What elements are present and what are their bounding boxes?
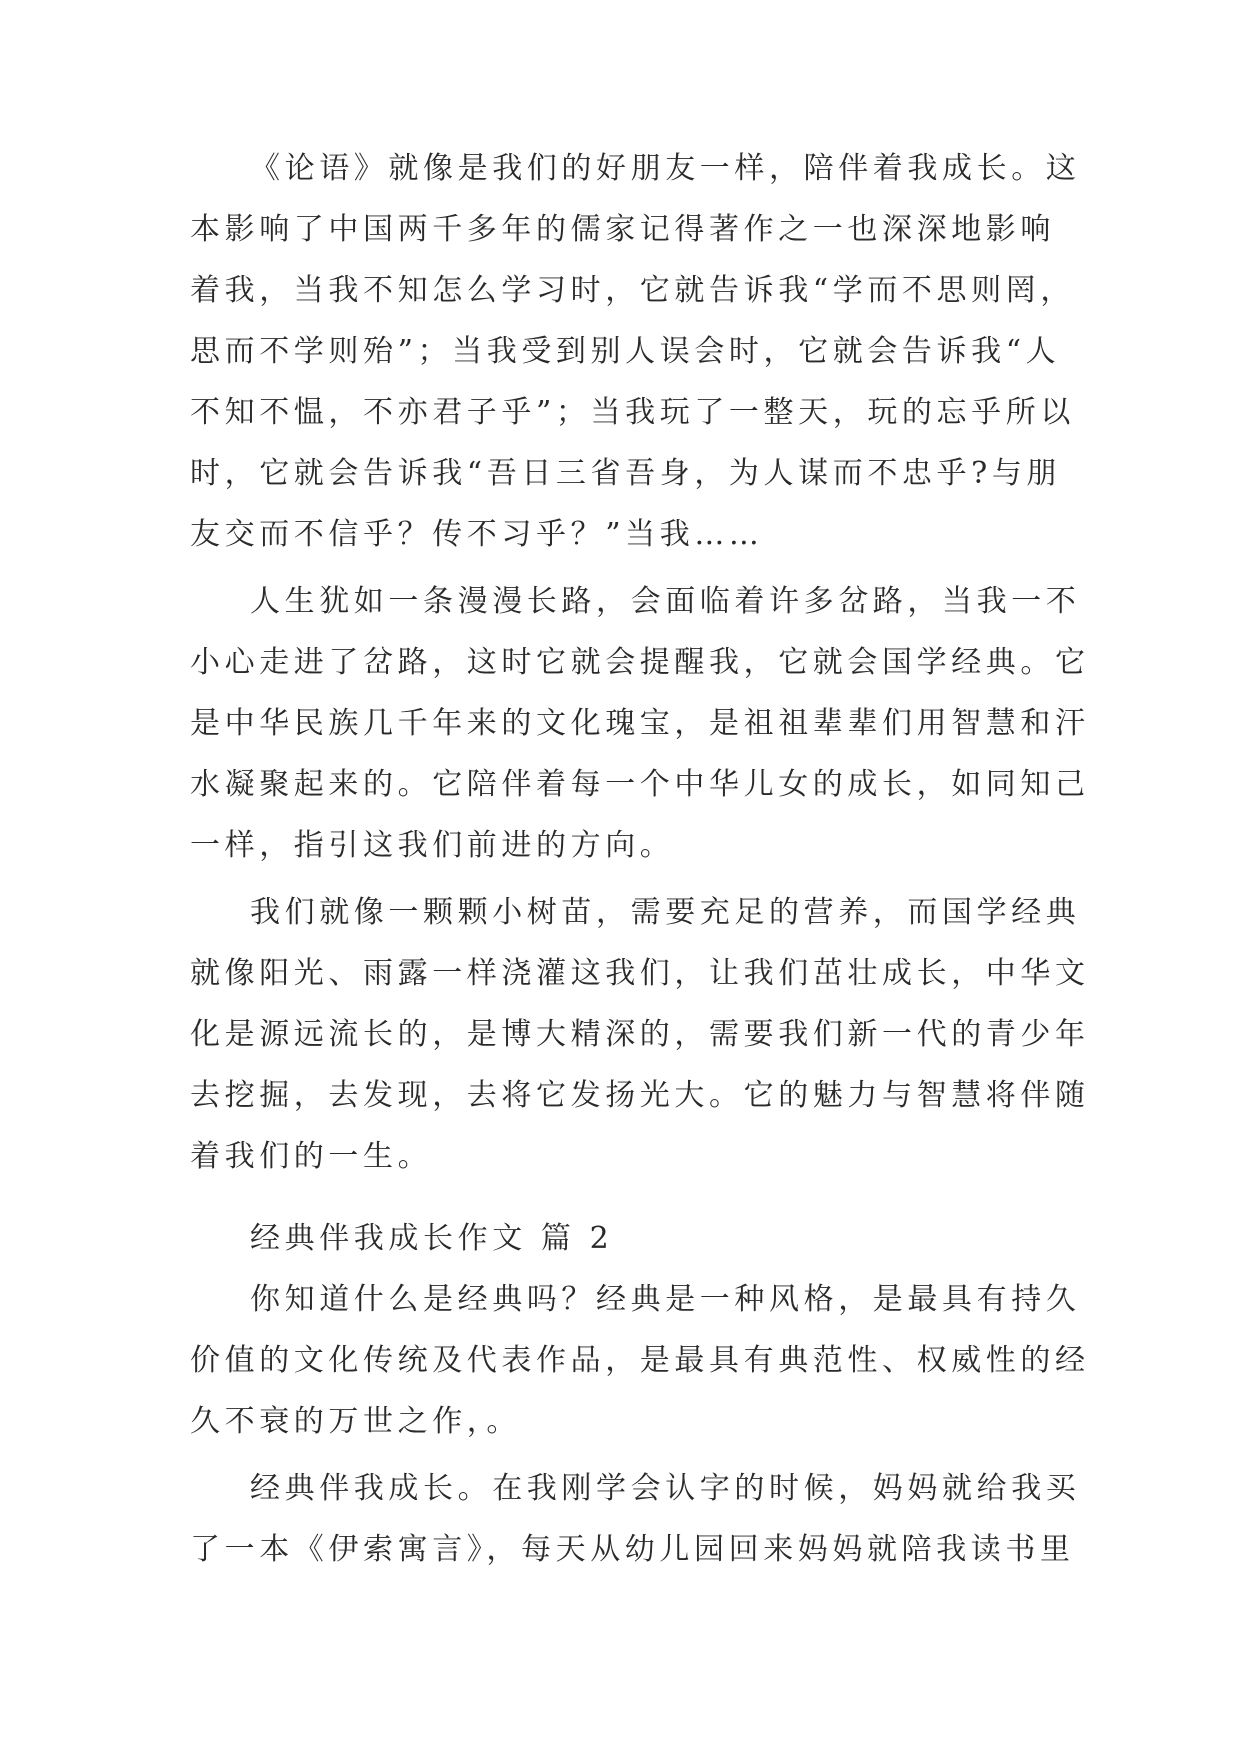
- text-line: 化是源远流长的，是博大精深的，需要我们新一代的青少年: [190, 1017, 1090, 1052]
- paragraph-4: [190, 1269, 1090, 1452]
- section-heading-text: 经典伴我成长作文 篇 2: [250, 1221, 614, 1256]
- paragraph-1: [190, 138, 1081, 565]
- text-line: 了一本《伊索寓言》，每天从幼儿园回来妈妈就陪我读书里: [190, 1532, 1075, 1567]
- section-heading: [190, 1208, 1052, 1269]
- text-line: 久不衰的万世之作，。: [190, 1404, 521, 1439]
- text-line: 水凝聚起来的。它陪伴着每一个中华儿女的成长，如同知己: [190, 767, 1090, 802]
- text-line: 时，它就会告诉我“吾日三省吾身，为人谋而不忠乎?与朋: [190, 456, 1062, 491]
- text-line: 你知道什么是经典吗？经典是一种风格，是最具有持久: [250, 1282, 1081, 1317]
- text-line: 是中华民族几千年来的文化瑰宝，是祖祖辈辈们用智慧和汗: [190, 706, 1090, 741]
- text-line: 思而不学则殆”；当我受到别人误会时，它就会告诉我“人: [190, 334, 1061, 369]
- text-line: 去挖掘，去发现，去将它发扬光大。它的魅力与智慧将伴随: [190, 1078, 1090, 1113]
- text-line: 友交而不信乎？传不习乎？”当我……: [190, 517, 764, 552]
- text-line: 一样，指引这我们前进的方向。: [190, 828, 675, 863]
- text-line: 价值的文化传统及代表作品，是最具有典范性、权威性的经: [190, 1343, 1090, 1378]
- text-line: 经典伴我成长。在我刚学会认字的时候，妈妈就给我买: [250, 1471, 1081, 1506]
- text-line: 着我们的一生。: [190, 1139, 433, 1174]
- text-line: 小心走进了岔路，这时它就会提醒我，它就会国学经典。它: [190, 645, 1090, 680]
- text-line: 不知不愠，不亦君子乎”；当我玩了一整天，玩的忘乎所以: [190, 395, 1075, 430]
- text-line: 我们就像一颗颗小树苗，需要充足的营养，而国学经典: [250, 895, 1081, 930]
- text-line: 就像阳光、雨露一样浇灌这我们，让我们茁壮成长，中华文: [190, 956, 1090, 991]
- body-text-top: [190, 138, 1090, 1187]
- text-line: 着我，当我不知怎么学习时，它就告诉我“学而不思则罔，: [190, 273, 1075, 308]
- paragraph-5: [190, 1458, 1081, 1580]
- text-line: 本影响了中国两千多年的儒家记得著作之一也深深地影响: [190, 212, 1055, 247]
- paragraph-2: [190, 571, 1090, 876]
- body-text-bottom: [190, 1208, 1090, 1580]
- text-line: 《论语》就像是我们的好朋友一样，陪伴着我成长。这: [250, 151, 1081, 186]
- text-line: 人生犹如一条漫漫长路，会面临着许多岔路，当我一不: [250, 584, 1081, 619]
- paragraph-3: [190, 882, 1090, 1187]
